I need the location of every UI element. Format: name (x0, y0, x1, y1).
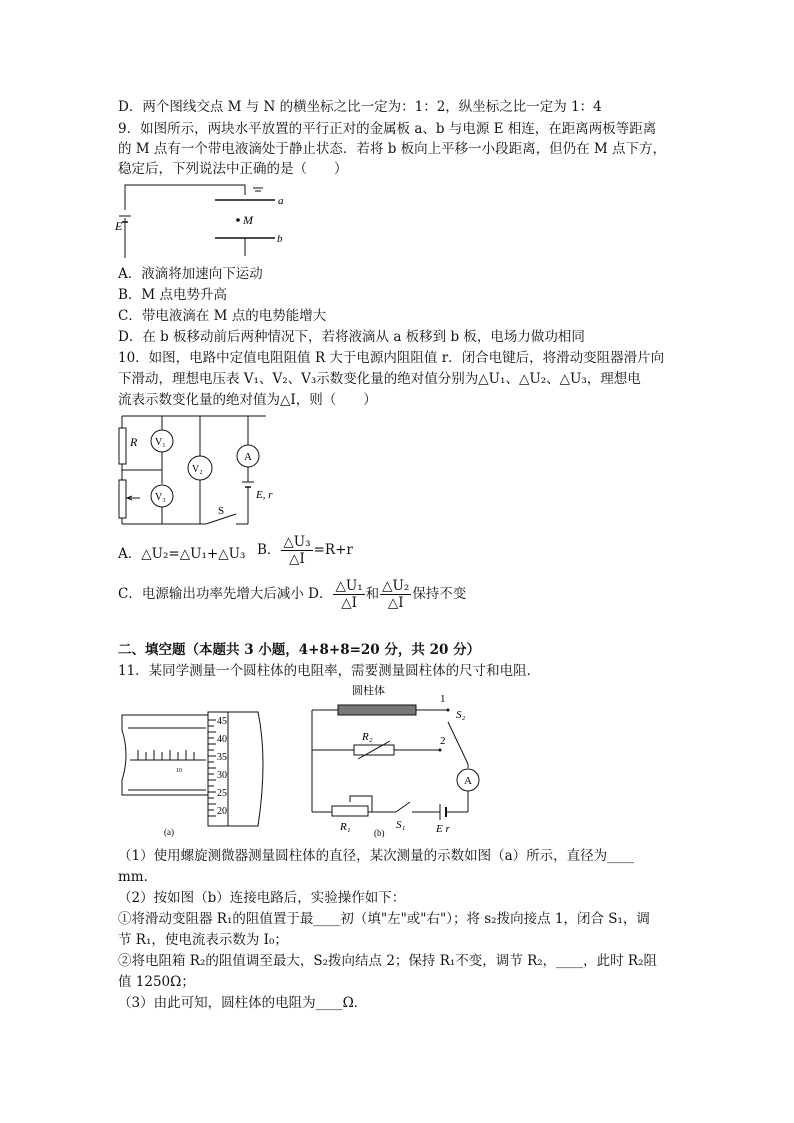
q10-option-d-and: 和 (365, 586, 380, 602)
q9-stem-line2: 的 M 点有一个带电液滴处于静止状态．若将 b 板向上平移一小段距离，但仍在 M 点下方， (118, 141, 667, 157)
q10-options-cd (118, 578, 466, 611)
q11-step2-line2: 值 1250Ω； (118, 974, 195, 990)
fig11b-label-R2: R₂ (362, 731, 373, 743)
q10-option-b-suffix: =R+r (313, 542, 353, 558)
fraction-numerator: △U₂ (382, 578, 410, 594)
q9-circuit-figure (115, 180, 295, 260)
section-2-heading: 二、填空题（本题共 3 小题，4+8+8=20 分，共 20 分） (118, 642, 481, 658)
fig9-label-M: M (243, 213, 253, 227)
q9-option-d: D．在 b 板移动前后两种情况下，若将液滴从 a 板移到 b 板，电场力做功相同 (118, 329, 585, 345)
micrometer-tick-40: 40 (217, 734, 227, 745)
q11-part2: （2）按如图（b）连接电路后，实验操作如下： (118, 890, 406, 906)
fig10-label-R: R (130, 435, 138, 449)
q10-option-d-prefix: D． (308, 586, 333, 602)
q9-option-a: A．液滴将加速向下运动 (118, 266, 263, 282)
q10-option-d-suffix: 保持不变 (412, 586, 467, 602)
q11-part1-line2: mm． (118, 869, 158, 885)
micrometer-tick-25: 25 (217, 788, 227, 799)
q11-part1-line1: （1）使用螺旋测微器测量圆柱体的直径，某次测量的示数如图（a）所示，直径为____ (118, 848, 635, 864)
figure-a-caption: (a) (164, 827, 174, 837)
q8-option-d: D．两个图线交点 M 与 N 的横坐标之比一定为：1：2，纵坐标之比一定为 1：4 (118, 99, 602, 115)
fig11b-label-A: A (464, 775, 472, 787)
q11-stem: 11．某同学测量一个圆柱体的电阻率，需要测量圆柱体的尺寸和电阻． (118, 663, 541, 679)
q11-micrometer-figure (118, 700, 278, 840)
q11-step1-line1: ①将滑动变阻器 R₁的阻值置于最____初（填"左"或"右"）；将 s₂拨向接点 1，闭合 S₁，调 (118, 911, 650, 927)
fig11b-label-E: E r (436, 823, 450, 835)
fig11b-label-2: 2 (440, 735, 446, 747)
q10-option-b-fraction (281, 534, 312, 567)
q9-option-b: B．M 点电势升高 (118, 287, 228, 303)
fig11b-label-1: 1 (440, 693, 446, 705)
q10-option-a-text: A．△U₂=△U₁+△U₃ (118, 546, 246, 562)
micrometer-tick-45: 45 (217, 716, 227, 727)
fig9-label-a: a (278, 195, 284, 207)
fraction-numerator: △U₃ (283, 534, 311, 550)
fig9-label-b: b (277, 233, 283, 245)
micrometer-tick-35: 35 (217, 752, 227, 763)
fig10-label-V3: V₃ (155, 492, 166, 503)
micrometer-small-label: 10 (176, 768, 182, 774)
fig10-label-A: A (244, 451, 252, 463)
fig11b-label-S2: S₂ (456, 709, 466, 721)
q9-stem-line3: 稳定后，下列说法中正确的是（ ） (118, 161, 348, 177)
micrometer-tick-30: 30 (217, 770, 227, 781)
q9-option-c: C．带电液滴在 M 点的电势能增大 (118, 308, 327, 324)
fraction-denominator: △I (341, 595, 357, 611)
q10-option-d-fraction-1 (333, 578, 364, 611)
q10-stem-line2: 下滑动，理想电压表 V₁、V₂、V₃示数变化量的绝对值分别为△U₁、△U₂、△U₃，理想电 (118, 371, 641, 387)
q10-option-a (118, 544, 245, 564)
micrometer-tick-20: 20 (217, 806, 227, 817)
fig10-label-V2: V₂ (192, 464, 203, 475)
fig11b-label-S1: S₁ (396, 819, 406, 831)
q11-part3: （3）由此可知，圆柱体的电阻为____Ω． (118, 995, 368, 1011)
q10-option-b (257, 534, 353, 567)
q10-option-d-fraction-2 (380, 578, 411, 611)
q10-circuit-figure (118, 410, 298, 528)
q11-step1-line2: 节 R₁，使电流表示数为 I₀； (118, 932, 288, 948)
fraction-denominator: △I (387, 595, 404, 611)
q10-option-b-prefix: B． (257, 542, 281, 558)
q10-stem-line1: 10．如图，电路中定值电阻阻值 R 大于电源内阻阻值 r．闭合电键后，将滑动变阻器滑片向 (118, 350, 665, 366)
q9-stem-line1: 9．如图所示，两块水平放置的平行正对的金属板 a、b 与电源 E 相连，在距离两板等距离 (118, 121, 657, 137)
fig11b-title: 圆柱体 (352, 685, 385, 697)
figure-b-caption: (b) (374, 828, 385, 838)
fraction-numerator: △U₁ (335, 578, 363, 594)
fig10-label-S: S (218, 505, 225, 517)
fig11b-label-R1: R₁ (340, 821, 351, 833)
fig10-label-V1: V₁ (155, 437, 166, 448)
q10-stem-line3: 流表示数变化量的绝对值为△I，则（ ） (118, 392, 377, 408)
q11-step2-line1: ②将电阻箱 R₂的阻值调至最大，S₂拨向结点 2；保持 R₁不变，调节 R₂，____，此时 R₂阻 (118, 953, 658, 969)
q10-option-c: C．电源输出功率先增大后减小 (118, 586, 304, 602)
fraction-denominator: △I (289, 551, 305, 567)
fig10-label-E: E, r (256, 489, 273, 501)
fig9-label-E: E (115, 219, 123, 233)
q11-circuit-figure (300, 682, 500, 840)
